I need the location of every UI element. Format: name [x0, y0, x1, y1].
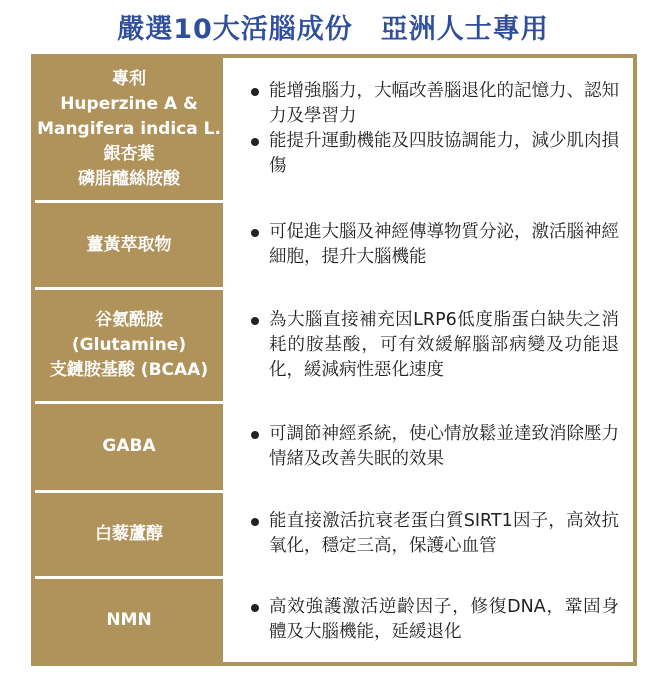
ingredient-name-line: GABA	[102, 436, 156, 457]
benefit-item: 能提升運動機能及四肢協調能力，減少肌肉損傷	[251, 129, 619, 179]
benefit-item: 高效強護激活逆齡因子，修復DNA，鞏固身體及大腦機能，延緩退化	[251, 595, 619, 645]
ingredient-name	[35, 493, 223, 575]
table-row-gaba	[35, 404, 633, 493]
ingredient-name-line: Huperzine A &	[60, 93, 198, 114]
benefit-list	[223, 58, 633, 200]
ingredient-name-line: 支鏈胺基酸 (BCAA)	[49, 360, 209, 381]
benefit-item: 可調節神經系統，使心情放鬆並達致消除壓力情緒及改善失眠的效果	[251, 422, 619, 472]
benefit-item: 可促進大腦及神經傳導物質分泌，激活腦神經細胞，提升大腦機能	[251, 220, 619, 270]
page-title: 嚴選10大活腦成份 亞洲人士專用	[117, 13, 549, 45]
ingredient-name	[35, 404, 223, 490]
ingredient-name-line: NMN	[106, 609, 152, 630]
benefit-item: 為大腦直接補充因LRP6低度脂蛋白缺失之消耗的胺基酸，可有效緩解腦部病變及功能退化，緩減病性惡化速度	[251, 308, 619, 383]
ingredient-name-line: Mangifera indica L.	[37, 118, 221, 139]
ingredient-table	[31, 54, 637, 666]
ingredient-name-line: 白藜蘆醇	[95, 523, 163, 544]
benefit-list	[223, 579, 633, 662]
ingredient-name-line: 銀杏葉	[103, 143, 155, 164]
benefit-list	[223, 290, 633, 400]
table-row-nmn	[35, 579, 633, 662]
table-row-glutamine	[35, 290, 633, 403]
ingredient-name	[35, 290, 223, 400]
benefit-list	[223, 493, 633, 575]
ingredient-name	[35, 579, 223, 662]
table-row-turmeric	[35, 203, 633, 290]
ingredient-name-line: 薑黃萃取物	[86, 234, 172, 255]
ingredient-name-line: 磷脂醯絲胺酸	[78, 168, 180, 189]
benefit-list	[223, 404, 633, 490]
ingredient-name-line: (Glutamine)	[71, 335, 187, 356]
ingredient-name-line: 谷氨酰胺	[95, 310, 163, 331]
ingredient-name-line: 專利	[112, 68, 146, 89]
table-row-resveratrol	[35, 493, 633, 578]
ingredient-name	[35, 203, 223, 287]
benefit-item: 能直接激活抗衰老蛋白質SIRT1因子，高效抗氧化，穩定三高，保護心血管	[251, 509, 619, 559]
ingredient-name	[35, 58, 223, 200]
benefit-list	[223, 203, 633, 287]
table-row-patent	[35, 58, 633, 203]
benefit-item: 能增強腦力，大幅改善腦退化的記憶力、認知力及學習力	[251, 79, 619, 129]
